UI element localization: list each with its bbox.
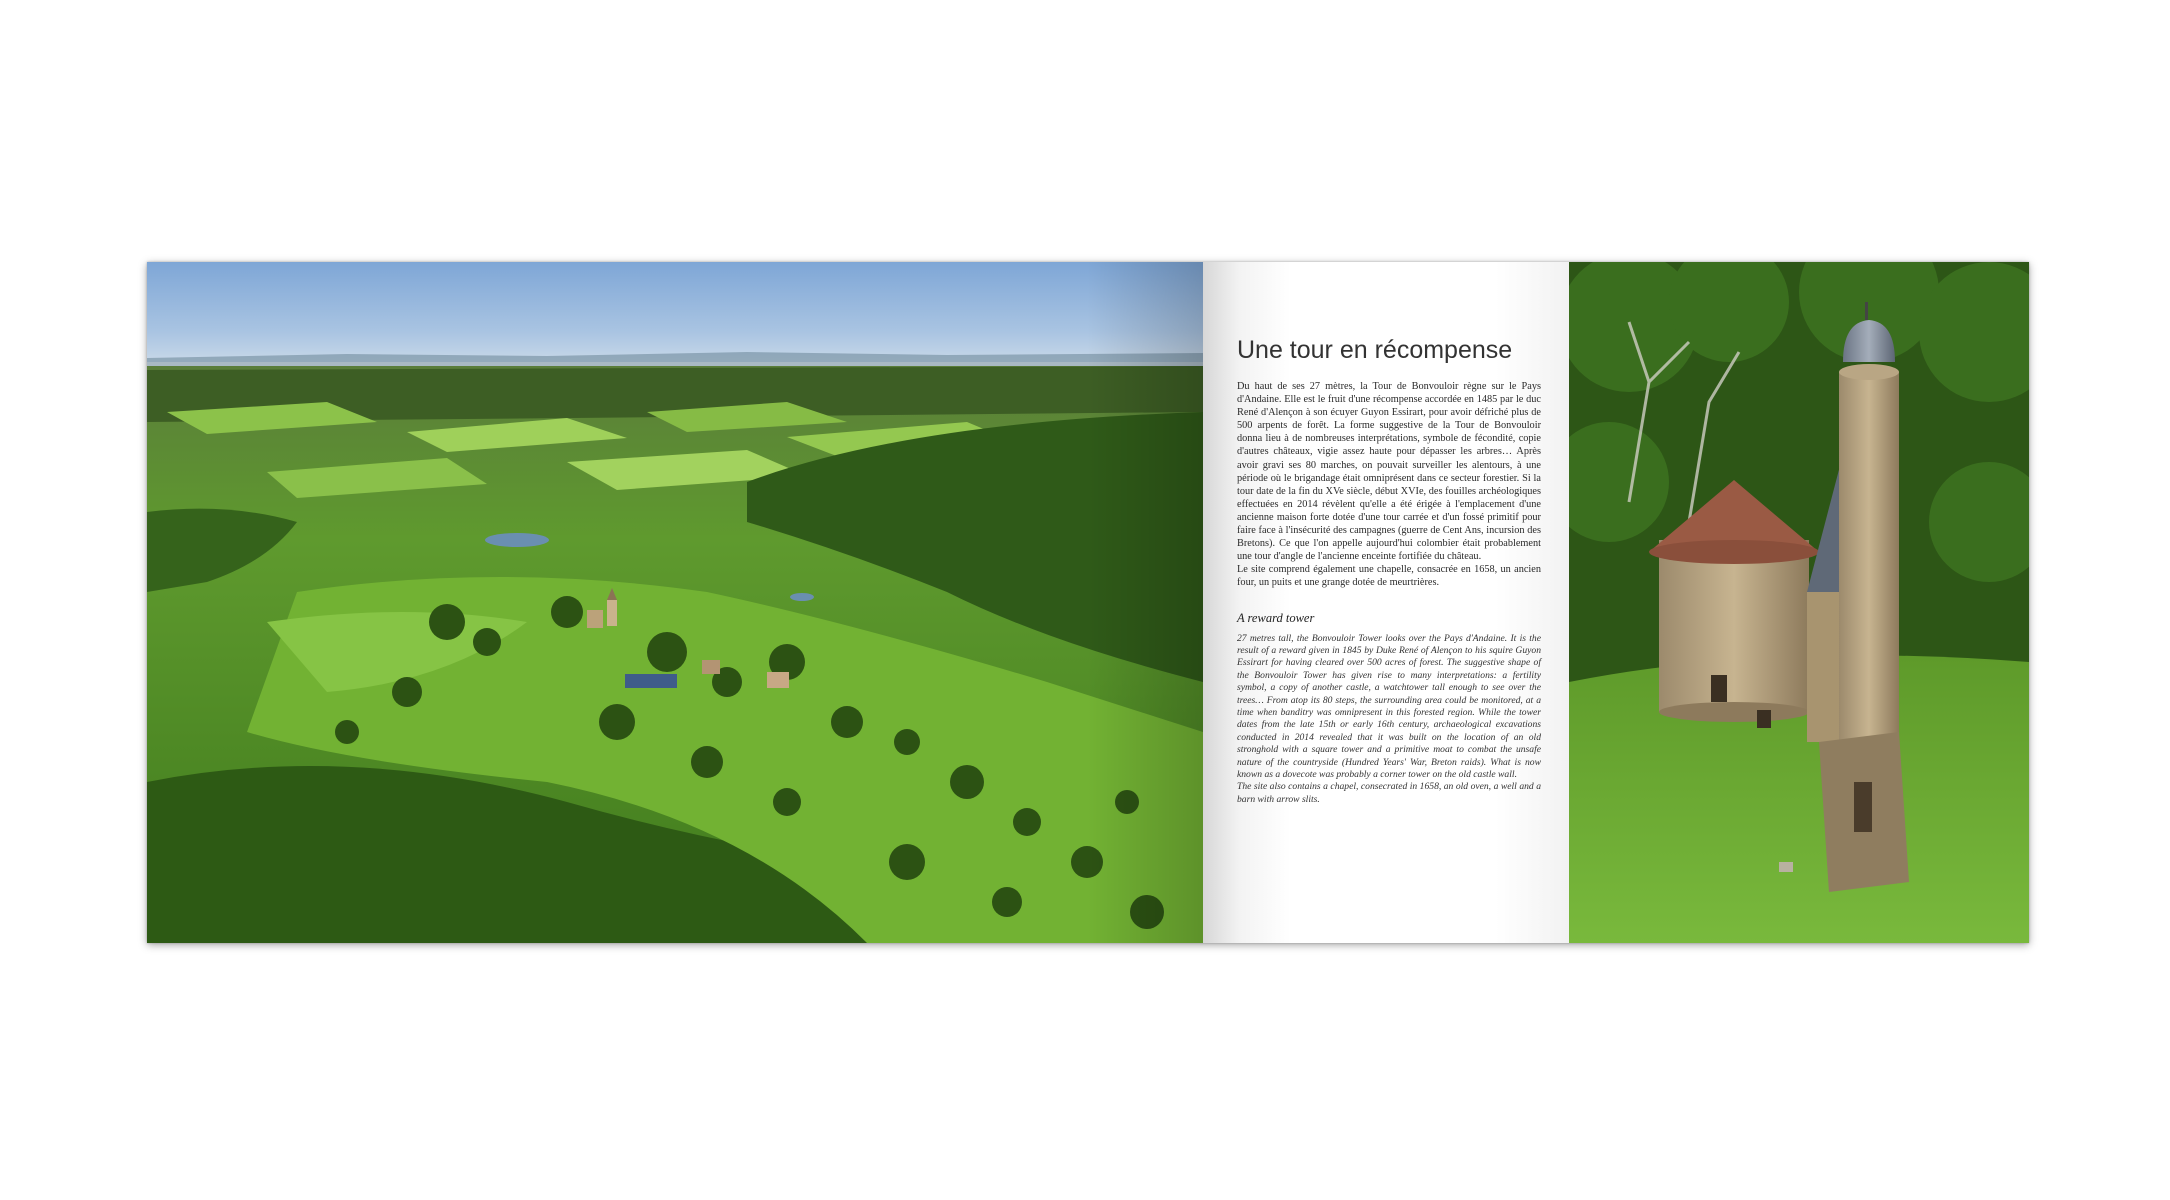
french-paragraph-2: Le site comprend également une chapelle, consacrée en 1658, un ancien four, un puits et une grange dotée de meurtrières.: [1237, 564, 1541, 589]
book-spread: [147, 262, 2029, 943]
text-column: [1203, 262, 1569, 943]
page-title: Une tour en récompense: [1237, 336, 1513, 364]
english-paragraph-2: The site also contains a chapel, consecrated in 1658, an old oven, a well and a barn with arrow slits.: [1237, 781, 1541, 805]
tower-photo: [1569, 262, 2029, 943]
gutter-shadow: [1087, 262, 1203, 943]
right-page: [1203, 262, 2029, 943]
english-paragraph-1: 27 metres tall, the Bonvouloir Tower looks over the Pays d'Andaine. It is the result of a reward given in 1845 by Duke René of Alençon to his squire Guyon Essirart for having cleared over 500 acres of forest. The suggestive shape of the Bonvouloir Tower has given rise to many interpretations: a fertility symbol, a copy of another castle, a watchtower tall enough to see over the trees… From atop its 80 steps, the surrounding area could be monitored, at a time when banditry was omnipresent in this forested region. While the tower dates from the late 15th or early 16th century, archaeological excavations conducted in 2014 revealed that it was built on the location of an old stronghold with a square tower and a primitive moat to combat the unsafe nature of the countryside (Hundred Years' War, Breton raids). What is now known as a dovecote was probably a corner tower on the old castle wall.: [1237, 632, 1541, 780]
french-paragraph-1: Du haut de ses 27 mètres, la Tour de Bonvouloir règne sur le Pays d'Andaine. Elle est le fruit d'une récompense accordée en 1485 par le duc René d'Alençon à son écuyer Guyon Essirart, pour avoir défriché plus de 500 arpents de forêt. La forme suggestive de la Tour de Bonvouloir donna lieu à de nombreuses interprétations, symbole de fécondité, copie d'autres châteaux, vigie assez haute pour dépasser les arbres… Après avoir gravi ses 80 marches, on pouvait surveiller les alentours, à une période où le brigandage était omniprésent dans ce secteur forestier. Si la tour date de la fin du XVe siècle, début XVIe, des fouilles archéologiques effectuées en 2014 révèlent qu'elle a été érigée à l'emplacement d'une ancienne maison forte dotée d'une tour carrée et d'un fossé primitif pour faire face à l'insécurité des campagnes (guerre de Cent Ans, incursion des Bretons). Ce que l'on appelle aujourd'hui colombier était probablement une tour d'angle de l'ancienne enceinte fortifiée du château.: [1237, 381, 1541, 563]
english-heading: A reward tower: [1237, 610, 1315, 625]
aerial-landscape-photo: [147, 262, 1203, 943]
